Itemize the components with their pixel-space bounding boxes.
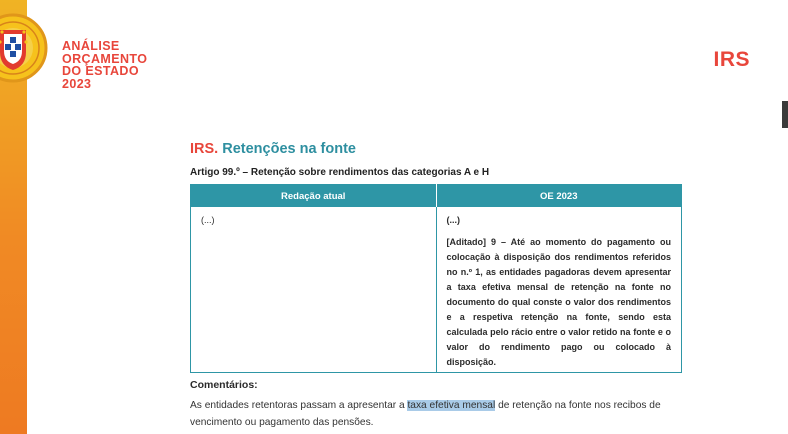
cell-oe2023: [436, 207, 682, 373]
page-title: [190, 141, 682, 157]
title-main: Retenções na fonte: [222, 141, 356, 157]
portugal-emblem-icon: [0, 2, 48, 94]
header-oe2023: OE 2023: [436, 185, 682, 208]
title-prefix: IRS.: [190, 141, 219, 157]
publication-brand: [62, 40, 147, 90]
brand-line: DO ESTADO: [62, 64, 139, 78]
section-tag: IRS: [713, 48, 750, 71]
comments-text-before: As entidades retentoras passam a apresentar a: [190, 400, 408, 411]
comments-text-after: de retenção na fonte nos recibos de vencimento ou pagamento das pensões.: [190, 400, 661, 428]
highlighted-text[interactable]: taxa efetiva mensal: [407, 400, 496, 411]
table-row: [191, 207, 682, 373]
article-heading: Artigo 99.º – Retenção sobre rendimentos das categorias A e H: [190, 167, 490, 178]
brand-line: 2023: [62, 76, 92, 91]
brand-line: ANÁLISE: [62, 39, 120, 53]
cell-current: (...): [201, 215, 215, 225]
oe-ellipsis: (...): [446, 215, 460, 225]
header-current: Redação atual: [191, 185, 437, 208]
comments-body: [190, 397, 682, 431]
right-edge-bar: [782, 101, 788, 128]
comments-heading: Comentários:: [190, 379, 258, 391]
table-header-row: [191, 185, 682, 208]
comparison-table: [190, 184, 682, 373]
brand-line: ORÇAMENTO: [62, 51, 148, 66]
page-content: [190, 141, 682, 431]
oe-text: [Aditado] 9 – Até ao momento do pagamento ou colocação à disposição dos rendimentos referidos no n.º 1, as entidades pagadoras devem apresentar a taxa efetiva mensal de retenção na fonte no documento do qual conste o valor dos rendimentos e a respetiva retenção na fonte, sendo esta calculada pelo rácio entre o valor retido na fonte e o valor do rendimento pago ou colocado à disposição.: [446, 237, 671, 367]
